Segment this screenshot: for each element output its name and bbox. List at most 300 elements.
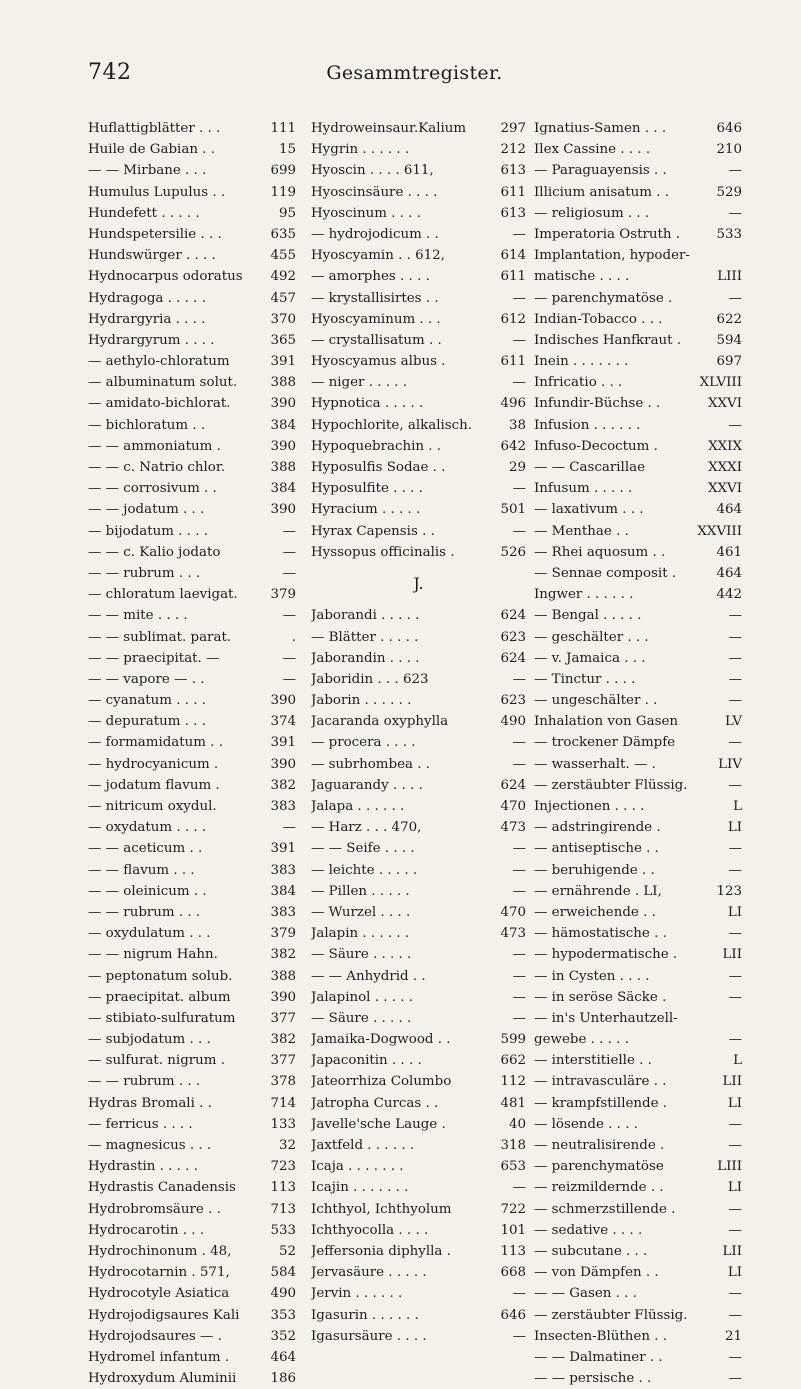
index-entry: [311, 203, 526, 224]
page-reference: —: [728, 650, 742, 666]
page-reference: 113: [500, 1243, 526, 1259]
index-entry: [534, 330, 742, 351]
index-term: — lösende . . . .: [534, 1116, 638, 1132]
index-entry: [311, 182, 526, 203]
index-entry: [534, 118, 742, 139]
index-term: — chloratum laevigat.: [88, 587, 238, 603]
index-entry: [311, 987, 526, 1008]
page-reference: 461: [716, 544, 742, 560]
index-term: Hypochlorite, alkalisch.: [311, 417, 473, 433]
index-entry: [534, 732, 742, 753]
page-reference: 374: [270, 714, 296, 730]
index-entry: [88, 1283, 296, 1304]
index-entry: [88, 584, 296, 605]
index-term: Hyoscyamus albus .: [311, 354, 446, 370]
page-reference: 611: [500, 184, 526, 200]
page-reference: —: [512, 1328, 526, 1344]
index-entry: [311, 1283, 526, 1304]
index-term: — hypodermatische .: [534, 947, 678, 963]
index-term: Injectionen . . . .: [534, 799, 645, 814]
index-term: Jaborin . . . . . .: [311, 693, 412, 709]
index-entry: [311, 690, 526, 711]
page-reference: 642: [500, 438, 526, 454]
page-reference: 390: [270, 756, 296, 772]
index-entry: [88, 1156, 296, 1177]
index-entry: [88, 732, 296, 753]
page-reference: 490: [500, 714, 526, 730]
page-reference: 490: [270, 1286, 296, 1302]
index-entry: [311, 415, 526, 436]
index-entry: [311, 521, 526, 542]
index-entry: [311, 669, 526, 690]
index-entry: [534, 203, 742, 224]
index-term: — bichloratum . .: [88, 417, 206, 433]
index-term: Jalapinol . . . . .: [311, 989, 414, 1005]
page-reference: 533: [716, 226, 742, 242]
page-reference: 473: [500, 926, 526, 942]
index-term: — interstitielle . .: [534, 1053, 652, 1069]
page-reference: 464: [270, 1349, 296, 1365]
index-entry: [534, 1347, 742, 1368]
page-reference: 594: [716, 332, 742, 348]
index-entry: [311, 478, 526, 499]
index-entry: [88, 775, 296, 796]
index-term: Ichthyol, Ichthyolum: [311, 1201, 452, 1217]
index-entry: [534, 415, 742, 436]
index-entry: [88, 987, 296, 1008]
index-entry: [88, 1050, 296, 1071]
index-term: Hydrargyrum . . . .: [88, 332, 215, 348]
index-entry: [88, 1326, 296, 1347]
page-reference: 723: [270, 1159, 296, 1175]
index-entry: [311, 775, 526, 796]
index-entry: [311, 160, 526, 181]
index-entry: [534, 521, 742, 542]
index-term: Jacaranda oxyphylla: [311, 714, 449, 730]
index-term: — — rubrum . . .: [88, 565, 201, 581]
index-term: — — Gasen . . .: [534, 1286, 637, 1302]
index-entry: [88, 902, 296, 923]
page-reference: —: [728, 163, 742, 179]
index-term: — von Dämpfen . .: [534, 1265, 659, 1281]
page-reference: 384: [270, 883, 296, 899]
page-reference: LI: [727, 1180, 742, 1196]
index-entry: [88, 605, 296, 626]
index-term: — crystallisatum . .: [311, 332, 442, 348]
index-entry: [88, 923, 296, 944]
index-entry: [88, 224, 296, 245]
index-term: — krystallisirtes . .: [311, 290, 439, 306]
index-term: Hyssopus officinalis .: [311, 544, 455, 560]
index-term: — — c. Kalio jodato: [88, 544, 221, 560]
index-term: Hydromel infantum .: [88, 1349, 230, 1365]
page-reference: LIV: [718, 756, 742, 772]
index-entry: [88, 478, 296, 499]
index-entry: [311, 118, 526, 139]
index-entry: [311, 1262, 526, 1283]
page-reference: 365: [270, 332, 296, 348]
index-term: — — rubrum . . .: [88, 904, 201, 920]
index-term: Hydras Bromali . .: [88, 1095, 212, 1111]
index-entry: [311, 1177, 526, 1198]
index-term: — Menthae . .: [534, 523, 629, 539]
index-entry: [88, 1029, 296, 1050]
index-term: — krampfstillende .: [534, 1095, 668, 1111]
index-term: — — Cascarillae: [534, 460, 646, 475]
index-term: Hyoscin . . . . 611,: [311, 163, 434, 179]
page-reference: 457: [270, 290, 296, 306]
index-term: — in Cysten . . . .: [534, 968, 650, 984]
index-entry: [534, 1071, 742, 1092]
index-term: Inhalation von Gasen: [534, 714, 679, 730]
index-term: — niger . . . . .: [311, 375, 408, 391]
index-entry: [88, 796, 296, 817]
index-entry: [311, 1199, 526, 1220]
index-term: — ernährende . LI,: [534, 883, 662, 899]
page-reference: XLVIII: [699, 375, 742, 391]
index-entry: [534, 372, 742, 393]
page-reference: 464: [716, 502, 742, 518]
index-term: Hydrojodsaures — .: [88, 1328, 222, 1344]
index-entry: [534, 436, 742, 457]
index-entry: [534, 351, 742, 372]
page-reference: —: [728, 1286, 742, 1302]
index-entry: [88, 1220, 296, 1241]
index-entry: [534, 669, 742, 690]
page-reference: LII: [722, 1074, 742, 1090]
index-term: — subrhombea . .: [311, 756, 431, 772]
index-entry: [311, 627, 526, 648]
page-reference: 496: [500, 396, 526, 412]
index-entry: [88, 1008, 296, 1029]
page-reference: 353: [270, 1307, 296, 1323]
index-term: — Paraguayensis . .: [534, 163, 667, 179]
index-term: — Säure . . . . .: [311, 1010, 412, 1026]
index-term: Hydroweinsaur.Kalium: [311, 121, 467, 136]
index-term: Hyoscyamin . . 612,: [311, 248, 445, 264]
index-entry: [88, 563, 296, 584]
page-reference: 384: [270, 417, 296, 433]
page-reference: —: [512, 523, 526, 539]
page-reference: 613: [500, 205, 526, 221]
page-reference: 382: [270, 947, 296, 963]
index-entry: [88, 499, 296, 520]
page-reference: 382: [270, 1032, 296, 1048]
page-reference: —: [728, 1222, 742, 1238]
page-reference: —: [728, 693, 742, 709]
index-entry: [88, 648, 296, 669]
index-term: Hyoscinum . . . .: [311, 205, 421, 221]
index-entry: [88, 838, 296, 859]
index-term: — cyanatum . . . .: [88, 693, 207, 709]
page-reference: —: [728, 629, 742, 645]
index-entry: [534, 881, 742, 902]
index-term: — hydrojodicum . .: [311, 226, 439, 242]
index-entry: [534, 1326, 742, 1347]
index-term: Infricatio . . .: [534, 375, 623, 391]
page-reference: 613: [500, 163, 526, 179]
index-term: Jateorrhiza Columbo: [311, 1074, 452, 1090]
index-term: — zerstäubter Flüssig.: [534, 1307, 688, 1323]
index-term: Illicium anisatum . .: [534, 184, 669, 200]
index-term: — depuratum . . .: [88, 714, 206, 730]
index-term: — sedative . . . .: [534, 1222, 643, 1238]
page-reference: —: [512, 756, 526, 772]
page-reference: 383: [270, 799, 296, 814]
index-term: Indisches Hanfkraut .: [534, 332, 682, 348]
index-entry: [311, 393, 526, 414]
index-entry: [534, 648, 742, 669]
index-entry: [88, 817, 296, 838]
index-entry: [88, 351, 296, 372]
page-reference: 390: [270, 396, 296, 412]
index-entry: [88, 372, 296, 393]
index-term: Ignatius-Samen . . .: [534, 121, 667, 136]
index-term: — parenchymatöse: [534, 1159, 664, 1175]
page-reference: 635: [270, 226, 296, 242]
index-entry: [88, 669, 296, 690]
page-reference: —: [512, 671, 526, 687]
index-term: — — Mirbane . . .: [88, 163, 207, 179]
page-reference: LI: [727, 1265, 742, 1281]
index-entry: [534, 1029, 742, 1050]
page-reference: 470: [500, 799, 526, 815]
page-reference: —: [728, 608, 742, 624]
page-reference: 15: [278, 142, 296, 158]
index-term: — — rubrum . . .: [88, 1074, 201, 1090]
page-reference: —: [282, 820, 296, 836]
index-term: Hypoquebrachin . .: [311, 438, 442, 454]
index-entry: [534, 1368, 742, 1389]
page-reference: LV: [725, 714, 742, 730]
index-term: — parenchymatöse .: [534, 290, 673, 306]
index-term: Jeffersonia diphylla .: [311, 1243, 451, 1259]
index-term: — in's Unterhautzell-: [534, 1010, 678, 1026]
page-reference: —: [512, 841, 526, 857]
page-reference: —: [728, 1116, 742, 1132]
index-term: — amidato-bichlorat.: [88, 396, 231, 412]
page-reference: —: [512, 1286, 526, 1302]
page-reference: —: [512, 968, 526, 984]
index-entry: [311, 1326, 526, 1347]
index-term: Jaxtfeld . . . . . .: [311, 1138, 415, 1154]
index-entry: [534, 266, 742, 287]
index-entry: [534, 160, 742, 181]
index-entry: [311, 1071, 526, 1092]
page-reference: —: [728, 290, 742, 306]
page-reference: 112: [500, 1074, 526, 1090]
index-entry: [534, 860, 742, 881]
page-reference: L: [733, 799, 742, 814]
index-entry: [311, 838, 526, 859]
page-reference: —: [728, 1349, 742, 1365]
page-reference: 391: [270, 841, 296, 857]
index-entry: [311, 1029, 526, 1050]
index-term: — procera . . . .: [311, 735, 416, 751]
page-reference: —: [728, 989, 742, 1005]
page-reference: 318: [500, 1138, 526, 1154]
page-reference: —: [512, 735, 526, 751]
index-entry: [534, 923, 742, 944]
index-entry: [311, 436, 526, 457]
index-term: Jaboridin . . . 623: [311, 671, 429, 687]
page-reference: L: [733, 1053, 742, 1069]
page-reference: 32: [278, 1138, 296, 1153]
page-reference: 133: [270, 1116, 296, 1132]
page-reference: 377: [270, 1010, 296, 1026]
index-entry: [311, 224, 526, 245]
index-term: Hypnotica . . . . .: [311, 396, 424, 412]
page-reference: 52: [278, 1243, 296, 1259]
page-reference: 388: [270, 375, 296, 391]
page-reference: —: [512, 290, 526, 306]
page-reference: —: [728, 926, 742, 942]
index-term: — — Anhydrid . .: [311, 968, 426, 984]
index-entry: [534, 1283, 742, 1304]
index-entry: [311, 1050, 526, 1071]
running-head: Gesammtregister.: [326, 62, 503, 84]
page-reference: 388: [270, 460, 296, 475]
index-entry: [311, 1093, 526, 1114]
index-term: — Blätter . . . . .: [311, 629, 419, 645]
page-reference: 390: [270, 693, 296, 709]
index-entry: [88, 521, 296, 542]
page-reference: LI: [727, 904, 742, 920]
index-entry: [88, 160, 296, 181]
page-reference: 38: [508, 417, 526, 433]
index-entry: [311, 1135, 526, 1156]
index-term: — aethylo-chloratum: [88, 354, 230, 370]
index-term: — ungeschälter . .: [534, 693, 658, 709]
index-entry: [311, 732, 526, 753]
index-entry: [311, 923, 526, 944]
page-reference: 713: [270, 1201, 296, 1217]
page-reference: —: [282, 650, 296, 666]
index-term: — nitricum oxydul.: [88, 799, 217, 814]
page-reference: —: [512, 989, 526, 1005]
page-reference: —: [512, 947, 526, 963]
page-reference: —: [282, 565, 296, 581]
page-reference: 455: [270, 248, 296, 264]
index-entry: [311, 605, 526, 626]
page-reference: LIII: [717, 1159, 742, 1175]
index-entry: [88, 754, 296, 775]
index-term: Hundswürger . . . .: [88, 248, 216, 264]
page-reference: 391: [270, 735, 296, 751]
page-reference: 21: [724, 1328, 742, 1344]
index-column-1: [88, 118, 296, 1389]
index-term: Icajin . . . . . . .: [311, 1180, 409, 1196]
index-entry: [534, 245, 742, 266]
page-reference: 624: [500, 608, 526, 624]
index-entry: [88, 1135, 296, 1156]
page-reference: —: [728, 1138, 742, 1153]
index-entry: [311, 1220, 526, 1241]
index-term: — — persische . .: [534, 1371, 652, 1387]
index-entry: [311, 499, 526, 520]
page-reference: 212: [500, 142, 526, 158]
index-term: — magnesicus . . .: [88, 1138, 212, 1153]
index-term: — — flavum . . .: [88, 862, 195, 878]
index-term: Hydrocotyle Asiatica: [88, 1286, 230, 1302]
index-term: Hyoscyaminum . . .: [311, 311, 441, 327]
index-term: Hyposulfite . . . .: [311, 481, 423, 497]
index-term: Igasursäure . . . .: [311, 1328, 427, 1344]
index-term: Jalapin . . . . . .: [311, 926, 410, 942]
index-entry: [534, 309, 742, 330]
index-entry: [88, 1071, 296, 1092]
index-term: — stibiato-sulfuratum: [88, 1010, 236, 1026]
index-entry: [311, 817, 526, 838]
index-term: Jatropha Curcas . .: [311, 1095, 439, 1111]
page-reference: —: [282, 544, 296, 560]
page-reference: 383: [270, 904, 296, 920]
index-entry: [88, 118, 296, 139]
page-reference: 186: [270, 1371, 296, 1387]
index-entry: [311, 372, 526, 393]
page-reference: 442: [716, 587, 742, 603]
page-reference: XXXI: [708, 460, 742, 475]
page-reference: 722: [500, 1201, 526, 1217]
index-entry: [534, 1093, 742, 1114]
page-reference: 95: [278, 205, 296, 221]
index-term: Hydrargyria . . . .: [88, 311, 206, 327]
page-reference: 370: [270, 311, 296, 327]
index-term: Hydrocotarnin . 571,: [88, 1265, 230, 1281]
page-reference: 611: [500, 269, 526, 285]
index-term: — zerstäubter Flüssig.: [534, 777, 688, 793]
page-reference: —: [512, 1180, 526, 1196]
index-term: — hämostatische . .: [534, 926, 667, 942]
index-entry: [534, 1199, 742, 1220]
index-term: Jaborandin . . . .: [311, 650, 420, 666]
index-entry: [88, 860, 296, 881]
index-entry: [534, 605, 742, 626]
index-term: — intravasculäre . .: [534, 1074, 667, 1090]
index-term: — hydrocyanicum .: [88, 756, 219, 772]
index-term: Humulus Lupulus . .: [88, 184, 226, 200]
page-reference: 612: [500, 311, 526, 327]
index-term: Jervin . . . . . .: [311, 1286, 403, 1302]
index-entry: [311, 139, 526, 160]
index-term: Icaja . . . . . . .: [311, 1159, 404, 1175]
page-reference: 383: [270, 862, 296, 878]
index-entry: [534, 1050, 742, 1071]
page-reference: 210: [716, 142, 742, 158]
page-reference: XXVI: [707, 396, 742, 412]
page-reference: —: [282, 671, 296, 687]
index-term: — subjodatum . . .: [88, 1032, 211, 1048]
page-reference: 297: [500, 121, 526, 136]
index-term: Huile de Gabian . .: [88, 142, 215, 158]
index-term: — — vapore — . .: [88, 671, 205, 687]
index-term: Jaborandi . . . . .: [311, 608, 420, 624]
index-entry: [534, 1241, 742, 1262]
index-term: — antiseptische . .: [534, 841, 659, 857]
index-term: — — mite . . . .: [88, 608, 188, 624]
index-term: Implantation, hypoder-: [534, 248, 690, 264]
index-term: — Rhei aquosum . .: [534, 544, 666, 560]
index-term: Hyoscinsäure . . . .: [311, 184, 438, 200]
index-term: — — oleinicum . .: [88, 883, 207, 899]
index-entry: [88, 542, 296, 563]
index-entry: [311, 966, 526, 987]
index-term: — Sennae composit .: [534, 565, 677, 581]
page-reference: 623: [500, 693, 526, 709]
page-reference: LII: [722, 1243, 742, 1259]
index-term: Hyrax Capensis . .: [311, 523, 435, 539]
index-term: Hydragoga . . . . .: [88, 290, 206, 306]
